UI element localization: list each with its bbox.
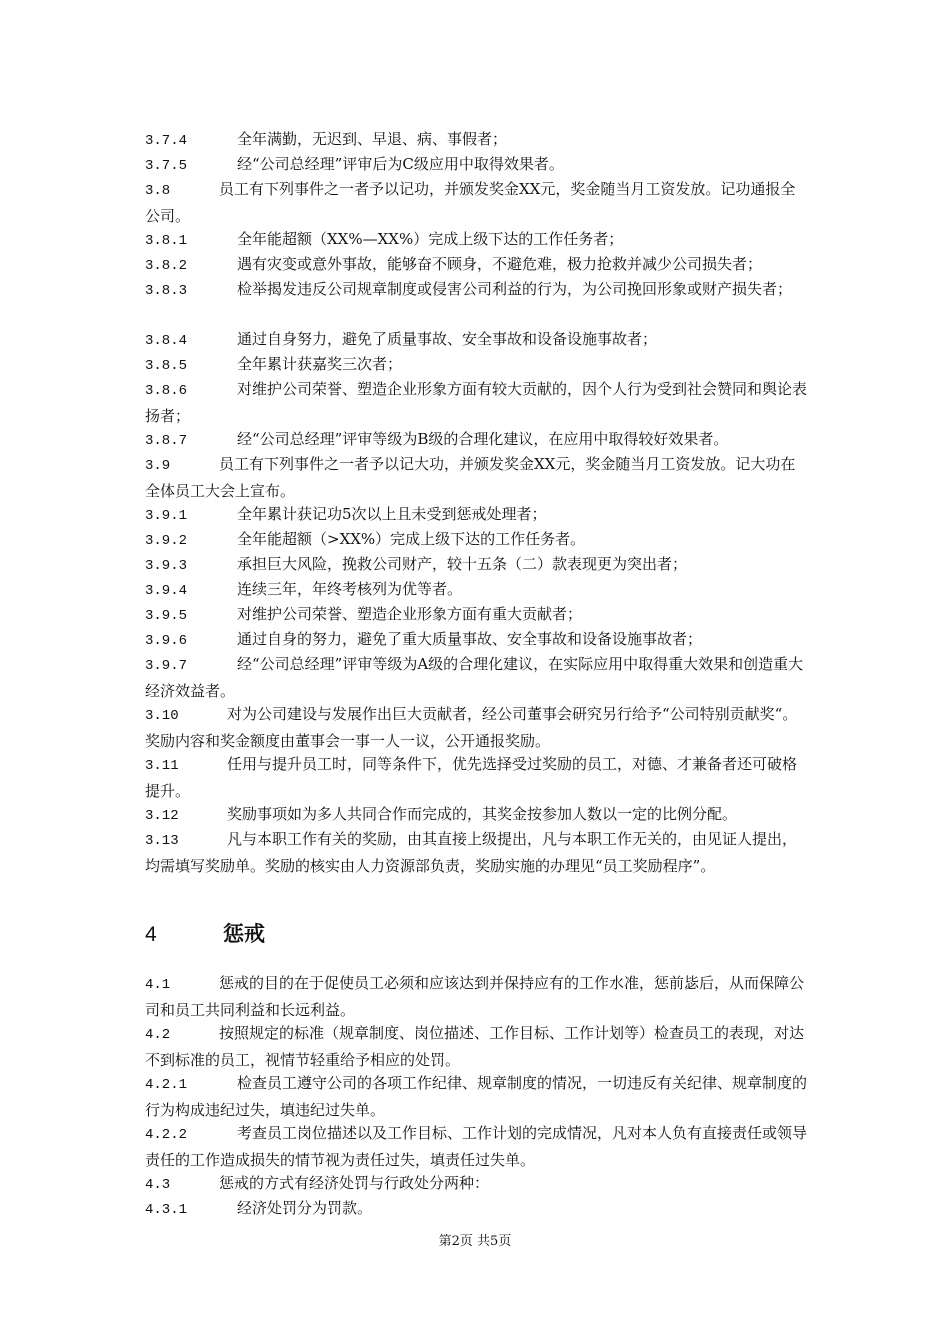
paragraph-number: 3.12 [145,808,179,824]
paragraph-number: 3.9.7 [145,658,188,674]
paragraph [145,452,807,504]
paragraph-number: 3.9.3 [145,558,188,574]
paragraph-text: 全年累计获记功5次以上且未受到惩戒处理者； [237,505,547,523]
paragraph [145,127,807,154]
paragraph-text: 经“公司总经理”评审等级为A级的合理化建议，在实际应用中取得重大效果和创造重大经济效益者。 [145,655,804,700]
paragraph [145,1171,807,1198]
paragraph-number: 3.8.5 [145,358,188,374]
paragraph-text: 通过自身努力，避免了质量事故、安全事故和设备设施事故者； [237,330,658,348]
paragraph [145,1021,807,1073]
paragraph-number: 4.1 [145,977,171,993]
paragraph-text: 全年累计获嘉奖三次者； [237,355,403,373]
paragraph-number: 3.8.3 [145,283,188,299]
paragraph-number: 4.2.2 [145,1127,188,1143]
section-title: 惩戒 [223,921,265,946]
paragraph-text: 惩戒的方式有经济处罚与行政处分两种： [219,1174,490,1192]
paragraph [145,527,807,554]
paragraph-text: 检查员工遵守公司的各项工作纪律、规章制度的情况，一切违反有关纪律、规章制度的行为构成违纪过失，填违纪过失单。 [145,1074,808,1119]
paragraph-text: 检举揭发违反公司规章制度或侵害公司利益的行为，为公司挽回形象或财产损失者； [237,280,793,298]
paragraph-number: 4.3 [145,1177,171,1193]
paragraph-text: 员工有下列事件之一者予以记大功，并颁发奖金XX元，奖金随当月工资发放。记大功在全体员工大会上宣布。 [145,455,796,500]
paragraph-number: 4.2 [145,1027,171,1043]
paragraph-number: 3.8.1 [145,233,188,249]
paragraph-number: 4.2.1 [145,1077,188,1093]
paragraph-text: 经“公司总经理”评审后为C级应用中取得效果者。 [237,155,564,173]
paragraph-number: 3.9.2 [145,533,188,549]
page-footer: 第2页 共5页 [438,1234,512,1249]
paragraph-number: 3.9.4 [145,583,188,599]
paragraph-number: 3.8.2 [145,258,188,274]
paragraph [145,327,807,354]
paragraph-text: 连续三年，年终考核列为优等者。 [237,580,463,598]
paragraph [145,752,807,804]
paragraph [145,602,807,629]
paragraph [145,702,807,754]
paragraph-number: 3.7.4 [145,133,188,149]
paragraph [145,577,807,604]
paragraph-number: 3.8 [145,183,171,199]
paragraph-number: 3.9.1 [145,508,188,524]
section-number: 4 [145,923,157,946]
paragraph-text: 承担巨大风险，挽救公司财产，较十五条（二）款表现更为突出者； [237,555,688,573]
paragraph [145,627,807,654]
paragraph-text: 全年满勤，无迟到、早退、病、事假者； [237,130,508,148]
paragraph [145,352,807,379]
paragraph-text: 任用与提升员工时，同等条件下，优先选择受过奖励的员工，对德、才兼备者还可破格提升。 [145,755,798,800]
section-heading [145,918,265,948]
paragraph [145,152,807,179]
paragraph-text: 对维护公司荣誉、塑造企业形象方面有较大贡献的，因个人行为受到社会赞同和舆论表扬者； [145,380,808,425]
paragraph [145,1196,807,1223]
paragraph [145,252,807,279]
paragraph [145,827,807,879]
paragraph-text: 按照规定的标准（规章制度、岗位描述、工作目标、工作计划等）检查员工的表现，对达不到标准的员工，视情节轻重给予相应的处罚。 [145,1024,805,1069]
paragraph-number: 3.11 [145,758,179,774]
paragraph-number: 3.8.6 [145,383,188,399]
paragraph-text: 奖励事项如为多人共同合作而完成的，其奖金按参加人数以一定的比例分配。 [227,805,738,823]
paragraph-number: 3.13 [145,833,179,849]
paragraph [145,1121,807,1173]
paragraph-number: 3.9 [145,458,171,474]
paragraph-number: 3.8.7 [145,433,188,449]
paragraph-text: 考查员工岗位描述以及工作目标、工作计划的完成情况，凡对本人负有直接责任或领导责任的工作造成损失的情节视为责任过失，填责任过失单。 [145,1124,808,1169]
paragraph [145,377,807,429]
paragraph-text: 惩戒的目的在于促使员工必须和应该达到并保持应有的工作水准，惩前毖后，从而保障公司和员工共同利益和长远利益。 [145,974,805,1019]
paragraph [145,277,807,304]
paragraph [145,552,807,579]
paragraph [145,177,807,229]
paragraph-number: 3.8.4 [145,333,188,349]
paragraph-number: 3.9.5 [145,608,188,624]
paragraph-text: 员工有下列事件之一者予以记功，并颁发奖金XX元，奖金随当月工资发放。记功通报全公司。 [145,180,796,225]
paragraph-text: 凡与本职工作有关的奖励，由其直接上级提出，凡与本职工作无关的，由见证人提出，均需填写奖励单。奖励的核实由人力资源部负责，奖励实施的办理见“员工奖励程序”。 [145,830,798,875]
paragraph-number: 3.9.6 [145,633,188,649]
paragraph [145,502,807,529]
paragraph-text: 遇有灾变或意外事故，能够奋不顾身，不避危难，极力抢救并减少公司损失者； [237,255,763,273]
paragraph-text: 经济处罚分为罚款。 [237,1199,373,1217]
paragraph [145,427,807,454]
paragraph [145,1071,807,1123]
paragraph-text: 对为公司建设与发展作出巨大贡献者，经公司董事会研究另行给予“公司特别贡献奖“。奖励内容和奖金额度由董事会一事一人一议，公开通报奖励。 [145,705,798,750]
paragraph [145,227,807,254]
paragraph-text: 全年能超额（>XX%）完成上级下达的工作任务者。 [237,530,586,548]
paragraph-number: 3.7.5 [145,158,188,174]
paragraph-text: 全年能超额（XX%—XX%）完成上级下达的工作任务者； [237,230,624,248]
paragraph-text: 对维护公司荣誉、塑造企业形象方面有重大贡献者； [237,605,583,623]
paragraph [145,971,807,1023]
paragraph-number: 4.3.1 [145,1202,188,1218]
paragraph-number: 3.10 [145,708,179,724]
paragraph [145,652,807,704]
paragraph-text: 经“公司总经理”评审等级为B级的合理化建议，在应用中取得较好效果者。 [237,430,729,448]
paragraph-text: 通过自身的努力，避免了重大质量事故、安全事故和设备设施事故者； [237,630,703,648]
paragraph [145,802,807,829]
